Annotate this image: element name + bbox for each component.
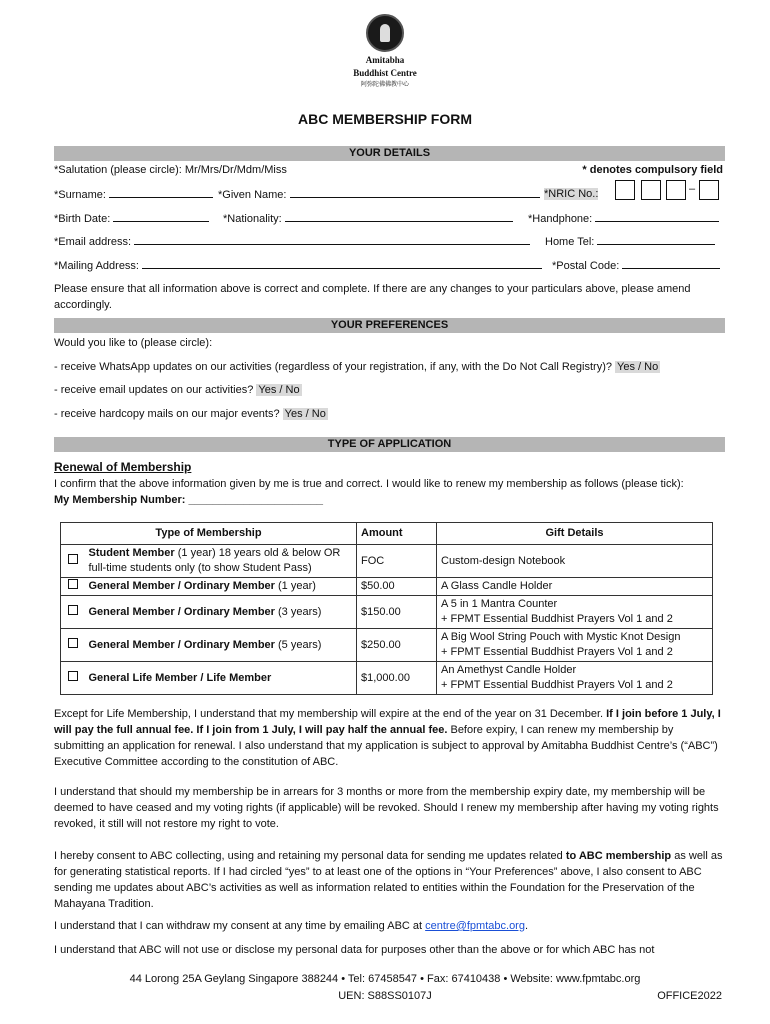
logo-name-line1: Amitabha bbox=[365, 55, 405, 65]
row-type-bold: General Life Member / Life Member bbox=[88, 671, 272, 684]
row-type-rest: (3 years) bbox=[274, 605, 322, 618]
row-amount: $1,000.00 bbox=[357, 662, 437, 695]
consent-text-c: as well as for generating statistical reports. If I had circled “yes” to at least one of the options in “Your Preferences” above, I also consent to ABC sending me updates about ABC’s activities as well as information related to entities within the Foundation for the Preservation of the Mahayana Tradition. bbox=[54, 850, 723, 910]
mailing-address-label: *Mailing Address: bbox=[54, 260, 139, 272]
consent-text-bold: to ABC membership bbox=[565, 850, 672, 862]
handphone-field[interactable] bbox=[528, 212, 719, 225]
nric-box-2[interactable] bbox=[641, 180, 661, 200]
salutation-label: *Salutation (please circle): Mr/Mrs/Dr/Mdm/Miss bbox=[54, 164, 287, 176]
handphone-label: *Handphone: bbox=[528, 213, 593, 225]
pref-email-question: - receive email updates on our activities? bbox=[54, 384, 254, 396]
row-type-bold: General Member / Ordinary Member bbox=[88, 605, 275, 618]
renewal-title: Renewal of Membership bbox=[54, 460, 192, 474]
birth-date-blank[interactable] bbox=[113, 212, 209, 222]
header-gift: Gift Details bbox=[437, 523, 713, 545]
surname-blank[interactable] bbox=[109, 188, 213, 198]
birth-date-label: *Birth Date: bbox=[54, 213, 111, 225]
withdraw-text: I understand that I can withdraw my consent at any time by emailing ABC at bbox=[54, 920, 426, 932]
nric-dash: – bbox=[689, 183, 696, 195]
home-tel-field[interactable] bbox=[545, 235, 715, 248]
pref-hardcopy bbox=[54, 408, 328, 420]
student-checkbox[interactable] bbox=[68, 554, 78, 564]
home-tel-label: Home Tel: bbox=[545, 236, 595, 248]
row-amount: $50.00 bbox=[357, 578, 437, 596]
expiry-text-c: Before expiry, I can renew my membership by submitting an application for renewal. I also understand that my application is subject to approval by Amitabha Buddhist Centre’s (“ABC”) Executive Committee according to the constitution of ABC. bbox=[54, 724, 718, 768]
footer-uen: UEN: S88SS0107J bbox=[338, 990, 432, 1002]
row-type-rest: (5 years) bbox=[274, 638, 322, 651]
row-type-rest: (1 year) 18 years old & below OR full-time students only (to show Student Pass) bbox=[88, 547, 341, 574]
logo-name-line2: Buddhist Centre bbox=[353, 68, 417, 78]
postal-code-field[interactable] bbox=[552, 259, 720, 272]
postal-code-blank[interactable] bbox=[622, 259, 720, 269]
row-amount: $250.00 bbox=[357, 629, 437, 662]
row-gift-extra: + FPMT Essential Buddhist Prayers Vol 1 and 2 bbox=[441, 679, 673, 691]
nric-label: *NRIC No.: bbox=[544, 188, 599, 200]
given-name-field[interactable] bbox=[218, 188, 540, 201]
nric-box-3[interactable] bbox=[666, 180, 686, 200]
mailing-address-field[interactable] bbox=[54, 259, 542, 272]
email-label: *Email address: bbox=[54, 236, 132, 248]
membership-table bbox=[60, 522, 713, 695]
nric-box-4[interactable] bbox=[699, 180, 719, 200]
email-blank[interactable] bbox=[134, 235, 530, 245]
expiry-text-bold: If I join before 1 July, I will pay the full annual fee. If I join from 1 July, I will pay half the annual fee. bbox=[54, 708, 721, 736]
footer-code: OFFICE2022 bbox=[657, 990, 722, 1002]
centre-email-link[interactable]: centre@fpmtabc.org bbox=[425, 920, 525, 932]
nationality-field[interactable] bbox=[223, 212, 513, 225]
membership-number-field[interactable]: My Membership Number: ______________________ bbox=[54, 494, 324, 506]
expiry-paragraph bbox=[54, 706, 725, 770]
withdraw-paragraph bbox=[54, 918, 725, 934]
row-gift-extra: + FPMT Essential Buddhist Prayers Vol 1 and 2 bbox=[441, 646, 673, 658]
row-type-bold: General Member / Ordinary Member bbox=[88, 580, 275, 592]
centre-logo bbox=[340, 14, 430, 88]
expiry-text-a: Except for Life Membership, I understand that my membership will expire at the end of the year on 31 December. bbox=[54, 708, 607, 720]
ensure-note: Please ensure that all information above is correct and complete. If there are any changes to your particulars above, please amend accordingly. bbox=[54, 283, 691, 311]
table-row bbox=[61, 578, 713, 596]
table-row bbox=[61, 662, 713, 695]
pref-email-choice[interactable]: Yes / No bbox=[258, 384, 300, 396]
surname-label: *Surname: bbox=[54, 189, 106, 201]
header-amount: Amount bbox=[357, 523, 437, 545]
row-gift: An Amethyst Candle Holder bbox=[441, 664, 577, 676]
arrears-paragraph: I understand that should my membership be in arrears for 3 months or more from the membership expiry date, my membership will be deemed to have ceased and my voting rights (if applicable) will be revoked. Should I renew my membership after having my voting rights revoked, it still will not restore my right to vote. bbox=[54, 786, 719, 830]
renewal-confirm: I confirm that the above information given by me is true and correct. I would like to renew my membership as follows (please tick): bbox=[54, 478, 684, 490]
pref-whatsapp bbox=[54, 361, 660, 373]
pref-email bbox=[54, 384, 302, 396]
postal-code-label: *Postal Code: bbox=[552, 260, 620, 272]
row-gift: A 5 in 1 Mantra Counter bbox=[441, 598, 558, 610]
table-row bbox=[61, 545, 713, 578]
nationality-blank[interactable] bbox=[285, 212, 513, 222]
pref-hardcopy-choice[interactable]: Yes / No bbox=[284, 408, 326, 420]
row-gift: A Glass Candle Holder bbox=[441, 580, 553, 592]
row-type-rest: (1 year) bbox=[274, 580, 316, 592]
surname-field[interactable] bbox=[54, 188, 213, 201]
buddha-logo-icon bbox=[366, 14, 404, 52]
table-header-row bbox=[61, 523, 713, 545]
row-gift-extra: + FPMT Essential Buddhist Prayers Vol 1 and 2 bbox=[441, 613, 673, 625]
row-type-bold: Student Member bbox=[88, 547, 175, 559]
row-amount: FOC bbox=[357, 545, 437, 578]
general-3yr-checkbox[interactable] bbox=[68, 605, 78, 615]
general-5yr-checkbox[interactable] bbox=[68, 638, 78, 648]
birth-date-field[interactable] bbox=[54, 212, 209, 225]
pref-whatsapp-choice[interactable]: Yes / No bbox=[617, 361, 659, 373]
general-1yr-checkbox[interactable] bbox=[68, 579, 78, 589]
row-gift: A Big Wool String Pouch with Mystic Knot Design bbox=[441, 631, 681, 643]
given-name-blank[interactable] bbox=[290, 188, 540, 198]
consent-text-a: I hereby consent to ABC collecting, using and retaining my personal data for sending me updates related bbox=[54, 850, 566, 862]
footer-address: 44 Lorong 25A Geylang Singapore 388244 • Tel: 67458547 • Fax: 67410438 • Website: www.fpmtabc.org bbox=[129, 973, 641, 985]
nric-box-1[interactable] bbox=[615, 180, 635, 200]
preferences-intro: Would you like to (please circle): bbox=[54, 337, 213, 349]
row-type-bold: General Member / Ordinary Member bbox=[88, 638, 275, 651]
section-header-details: YOUR DETAILS bbox=[54, 146, 725, 161]
mailing-address-blank[interactable] bbox=[142, 259, 542, 269]
section-header-application: TYPE OF APPLICATION bbox=[54, 437, 725, 452]
withdraw-text-end: . bbox=[524, 920, 529, 932]
form-title: ABC MEMBERSHIP FORM bbox=[298, 111, 472, 127]
logo-chinese-name: 阿弥陀佛佛教中心 bbox=[360, 82, 409, 88]
table-row bbox=[61, 596, 713, 629]
email-field[interactable] bbox=[54, 235, 530, 248]
handphone-blank[interactable] bbox=[595, 212, 719, 222]
disclosure-paragraph: I understand that ABC will not use or disclose my personal data for purposes other than the above or for which ABC has not bbox=[54, 944, 655, 956]
section-header-preferences: YOUR PREFERENCES bbox=[54, 318, 725, 333]
row-gift: Custom-design Notebook bbox=[441, 554, 566, 567]
life-member-checkbox[interactable] bbox=[68, 671, 78, 681]
compulsory-note: * denotes compulsory field bbox=[582, 164, 723, 176]
pref-hardcopy-question: - receive hardcopy mails on our major events? bbox=[54, 408, 280, 420]
row-amount: $150.00 bbox=[357, 596, 437, 629]
consent-paragraph bbox=[54, 848, 725, 912]
nationality-label: *Nationality: bbox=[223, 213, 282, 225]
header-type: Type of Membership bbox=[61, 523, 357, 545]
table-row bbox=[61, 629, 713, 662]
pref-whatsapp-question: - receive WhatsApp updates on our activities (regardless of your registration, if any, with the Do Not Call Registry)? bbox=[54, 361, 612, 373]
home-tel-blank[interactable] bbox=[597, 235, 715, 245]
given-name-label: *Given Name: bbox=[218, 189, 287, 201]
